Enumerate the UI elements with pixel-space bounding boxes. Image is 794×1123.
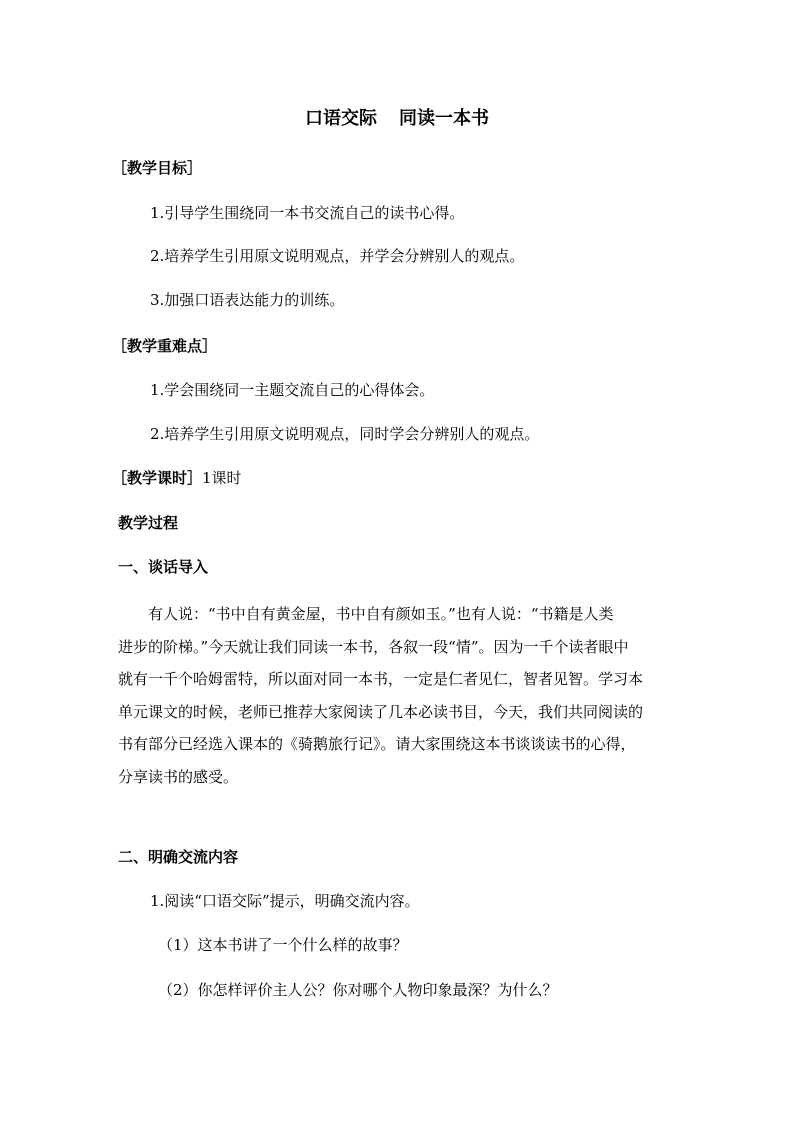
intro-paragraph [118, 598, 678, 793]
section-heading-2: 二、明确交流内容 [118, 848, 239, 866]
key-point-1: 1.学会围绕同一主题交流自己的心得体会。 [150, 381, 435, 399]
step-item-1: 1.阅读“口语交际”提示，明确交流内容。 [150, 892, 420, 910]
title-part-b: 同读一本书 [399, 108, 489, 129]
goal-item-2: 2.培养学生引用原文说明观点，并学会分辨别人的观点。 [150, 247, 525, 265]
goals-heading: ［教学目标］ [112, 159, 203, 177]
goal-item-1: 1.引导学生围绕同一本书交流自己的读书心得。 [150, 204, 465, 222]
paragraph-line: 书有部分已经选入课本的《骑鹅旅行记》。请大家围绕这本书谈谈读书的心得， [118, 735, 636, 753]
paragraph-line: 分享读书的感受。 [118, 767, 239, 786]
paragraph-line: 进步的阶梯。”今天就让我们同读一本书，各叙一段“情”。因为一千个读者眼中 [118, 637, 629, 656]
title-part-a: 口语交际 [305, 108, 377, 129]
key-point-2: 2.培养学生引用原文说明观点，同时学会分辨别人的观点。 [150, 425, 540, 443]
key-points-heading: ［教学重难点］ [112, 337, 218, 355]
paragraph-line: 就有一千个哈姆雷特，所以面对同一本书，一定是仁者见仁，智者见智。学习本 [118, 670, 644, 688]
section-heading-1: 一、谈话导入 [118, 558, 209, 576]
paragraph-line: 有人说：“书中自有黄金屋，书中自有颜如玉。”也有人说：“书籍是人类 [148, 605, 614, 623]
process-heading: 教学过程 [118, 514, 179, 532]
hours-value: 1课时 [202, 469, 242, 487]
hours-heading: ［教学课时］ [112, 469, 203, 487]
page-title [0, 104, 794, 130]
question-1: （1）这本书讲了一个什么样的故事？ [158, 936, 408, 954]
paragraph-line: 单元课文的时候，老师已推荐大家阅读了几本必读书目，今天，我们共同阅读的 [118, 702, 644, 721]
question-2: （2）你怎样评价主人公？你对哪个人物印象最深？为什么？ [158, 981, 558, 999]
goal-item-3: 3.加强口语表达能力的训练。 [150, 291, 345, 309]
hours-line [112, 468, 242, 488]
